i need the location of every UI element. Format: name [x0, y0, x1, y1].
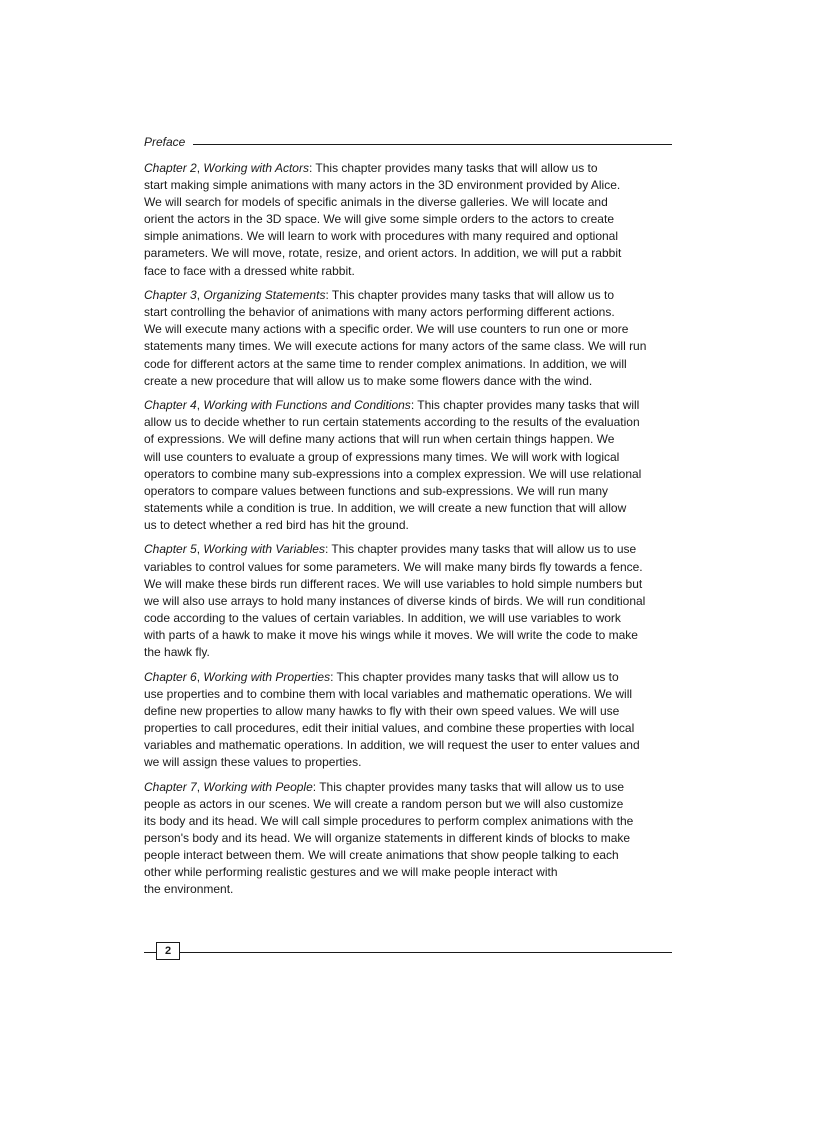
paragraph-line: Chapter 6, Working with Properties: This chapter provides many tasks that will allow us to	[144, 669, 619, 684]
paragraph-line: properties to call procedures, edit their initial values, and combine these properties with local	[144, 720, 635, 735]
chapter-2-paragraph	[144, 160, 672, 280]
paragraph-line: Chapter 7, Working with People: This chapter provides many tasks that will allow us to use	[144, 779, 625, 794]
page-number: 2	[156, 942, 180, 960]
paragraph-line: use properties and to combine them with local variables and mathematic operations. We will	[144, 686, 633, 701]
paragraph-line: We will make these birds run different races. We will use variables to hold simple numbers but	[144, 576, 643, 591]
chapter-5-title: Chapter 5	[144, 542, 197, 557]
paragraph-line: Chapter 3, Organizing Statements: This chapter provides many tasks that will allow us to	[144, 288, 615, 303]
paragraph-line: we will also use arrays to hold many instances of diverse kinds of birds. We will run conditional	[144, 593, 646, 608]
paragraph-line: other while performing realistic gestures and we will make people interact with	[144, 865, 558, 880]
chapter-4-title: Chapter 4	[144, 398, 197, 413]
footer-rule	[180, 952, 672, 953]
paragraph-line: its body and its head. We will call simple procedures to perform complex animations with the	[144, 813, 634, 828]
paragraph-line: will use counters to evaluate a group of expressions many times. We will work with logical	[144, 449, 620, 464]
paragraph-line: We will execute many actions with a specific order. We will use counters to run one or more	[144, 322, 629, 337]
running-header	[144, 134, 672, 150]
page-content	[144, 134, 672, 906]
paragraph-line: the environment.	[144, 882, 234, 897]
chapter-6-paragraph	[144, 669, 672, 772]
chapter-3-subtitle: Organizing Statements	[203, 288, 326, 303]
paragraph-line: allow us to decide whether to run certain statements according to the results of the evaluation	[144, 415, 640, 430]
chapter-6-subtitle: Working with Properties	[203, 669, 331, 684]
chapter-6-title: Chapter 6	[144, 669, 197, 684]
chapter-3-paragraph	[144, 287, 672, 390]
paragraph-line: statements many times. We will execute actions for many actors of the same class. We will run	[144, 339, 647, 354]
paragraph-line: statements while a condition is true. In addition, we will create a new function that will allow	[144, 500, 627, 515]
paragraph-line: create a new procedure that will allow us to make some flowers dance with the wind.	[144, 373, 593, 388]
paragraph-line: with parts of a hawk to make it move his wings while it moves. We will write the code to make	[144, 627, 638, 642]
chapter-2-title: Chapter 2	[144, 161, 197, 175]
page-footer	[144, 942, 672, 962]
paragraph-line: simple animations. We will learn to work with procedures with many required and optional	[144, 229, 618, 244]
paragraph-line: variables and mathematic operations. In addition, we will request the user to enter values and	[144, 738, 640, 752]
header-title: Preface	[144, 135, 186, 149]
paragraph-line: operators to combine many sub-expressions into a complex expression. We will use relational	[144, 466, 642, 481]
paragraph-line: parameters. We will move, rotate, resize, and orient actors. In addition, we will put a rabbit	[144, 246, 622, 261]
paragraph-line: We will search for models of specific animals in the diverse galleries. We will locate and	[144, 195, 608, 210]
footer-tick	[144, 952, 156, 953]
paragraph-line: people as actors in our scenes. We will create a random person but we will also customize	[144, 796, 624, 811]
paragraph-line: variables to control values for some parameters. We will make many birds fly towards a fence.	[144, 559, 643, 574]
paragraph-line: we will assign these values to properties.	[144, 755, 362, 770]
paragraph-line: person's body and its head. We will organize statements in different kinds of blocks to make	[144, 830, 631, 845]
paragraph-line: code for different actors at the same time to render complex animations. In addition, we will	[144, 356, 627, 371]
paragraph-line: of expressions. We will define many actions that will run when certain things happen. We	[144, 432, 615, 447]
chapter-7-subtitle: Working with People	[203, 779, 313, 794]
paragraph-line: define new properties to allow many hawks to fly with their own speed values. We will use	[144, 703, 620, 718]
paragraph-line: people interact between them. We will create animations that show people talking to each	[144, 848, 619, 863]
paragraph-line: start controlling the behavior of animations with many actors performing different actions.	[144, 305, 615, 320]
paragraph-line: the hawk fly.	[144, 645, 210, 660]
chapter-4-paragraph	[144, 397, 672, 534]
paragraph-line: Chapter 4, Working with Functions and Conditions: This chapter provides many tasks that will	[144, 398, 640, 413]
paragraph-line: face to face with a dressed white rabbit.	[144, 263, 355, 278]
paragraph-line: orient the actors in the 3D space. We will give some simple orders to the actors to create	[144, 212, 614, 227]
chapter-4-subtitle: Working with Functions and Conditions	[203, 398, 411, 413]
paragraph-line: start making simple animations with many actors in the 3D environment provided by Alice.	[144, 178, 621, 193]
paragraph-line: Chapter 5, Working with Variables: This chapter provides many tasks that will allow us to use	[144, 542, 637, 557]
chapter-3-title: Chapter 3	[144, 288, 197, 303]
paragraph-line: us to detect whether a red bird has hit the ground.	[144, 517, 409, 532]
chapter-7-paragraph	[144, 779, 672, 899]
paragraph-line: operators to compare values between functions and sub-expressions. We will run many	[144, 483, 609, 498]
chapter-5-subtitle: Working with Variables	[203, 542, 325, 557]
chapter-5-paragraph	[144, 541, 672, 661]
chapter-2-subtitle: Working with Actors	[203, 161, 309, 175]
chapter-7-title: Chapter 7	[144, 779, 197, 794]
paragraph-line: code according to the values of certain variables. In addition, we will use variables to work	[144, 610, 621, 625]
paragraph-line: Chapter 2, Working with Actors: This chapter provides many tasks that will allow us to	[144, 161, 598, 175]
header-rule	[193, 144, 672, 145]
